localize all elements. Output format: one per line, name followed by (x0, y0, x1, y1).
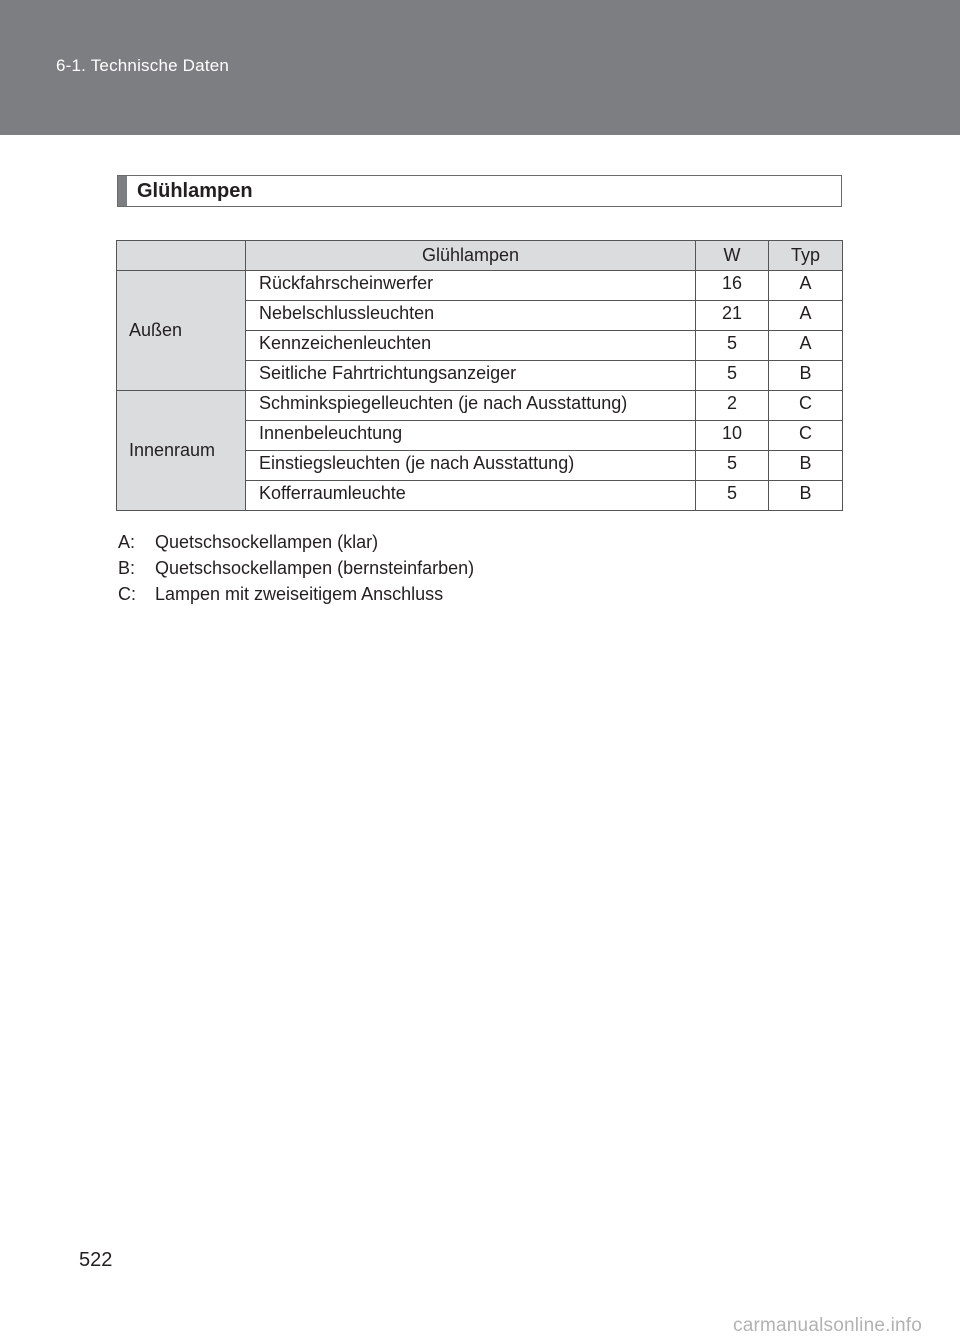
legend-item (118, 581, 474, 607)
page-number: 522 (79, 1249, 113, 1271)
section-heading (117, 175, 842, 207)
table-header-row (117, 241, 843, 271)
table-row (117, 391, 843, 421)
bulb-table (116, 240, 843, 511)
legend-text: Quetschsockellampen (bernsteinfarben) (155, 558, 475, 578)
legend-key: B: (118, 558, 136, 578)
section-accent (118, 176, 127, 206)
bulb-type: C (769, 421, 843, 451)
bulb-name: Nebelschlussleuchten (246, 301, 696, 331)
header-w: W (696, 241, 769, 271)
bulb-watt: 5 (696, 331, 769, 361)
bulb-watt: 21 (696, 301, 769, 331)
bulb-name: Seitliche Fahrtrichtungsanzeiger (246, 361, 696, 391)
header-band (0, 0, 960, 135)
bulb-type: B (769, 481, 843, 511)
watermark: carmanualsonline.info (733, 1315, 923, 1336)
legend-key: C: (118, 584, 136, 604)
bulb-type: C (769, 391, 843, 421)
group-label-interior: Innenraum (117, 391, 246, 511)
header-typ: Typ (769, 241, 843, 271)
chapter-title: 6-1. Technische Daten (56, 56, 230, 75)
group-label-exterior: Außen (117, 271, 246, 391)
bulb-watt: 16 (696, 271, 769, 301)
type-legend (118, 529, 474, 607)
bulb-watt: 2 (696, 391, 769, 421)
bulb-type: A (769, 301, 843, 331)
legend-item (118, 555, 474, 581)
header-group (117, 241, 246, 271)
bulb-watt: 5 (696, 481, 769, 511)
bulb-watt: 5 (696, 361, 769, 391)
bulb-name: Innenbeleuchtung (246, 421, 696, 451)
legend-key: A: (118, 532, 136, 552)
legend-text: Quetschsockellampen (klar) (155, 532, 379, 552)
bulb-type: B (769, 361, 843, 391)
bulb-name: Kofferraumleuchte (246, 481, 696, 511)
table-row (117, 271, 843, 301)
bulb-name: Kennzeichenleuchten (246, 331, 696, 361)
bulb-type: A (769, 271, 843, 301)
section-title: Glühlampen (137, 180, 253, 202)
bulb-type: B (769, 451, 843, 481)
bulb-name: Einstiegsleuchten (je nach Ausstattung) (246, 451, 696, 481)
bulb-name: Schminkspiegelleuchten (je nach Ausstattung) (246, 391, 696, 421)
header-name: Glühlampen (246, 241, 696, 271)
bulb-watt: 5 (696, 451, 769, 481)
legend-text: Lampen mit zweiseitigem Anschluss (155, 584, 444, 604)
legend-item (118, 529, 474, 555)
bulb-watt: 10 (696, 421, 769, 451)
bulb-type: A (769, 331, 843, 361)
bulb-name: Rückfahrscheinwerfer (246, 271, 696, 301)
